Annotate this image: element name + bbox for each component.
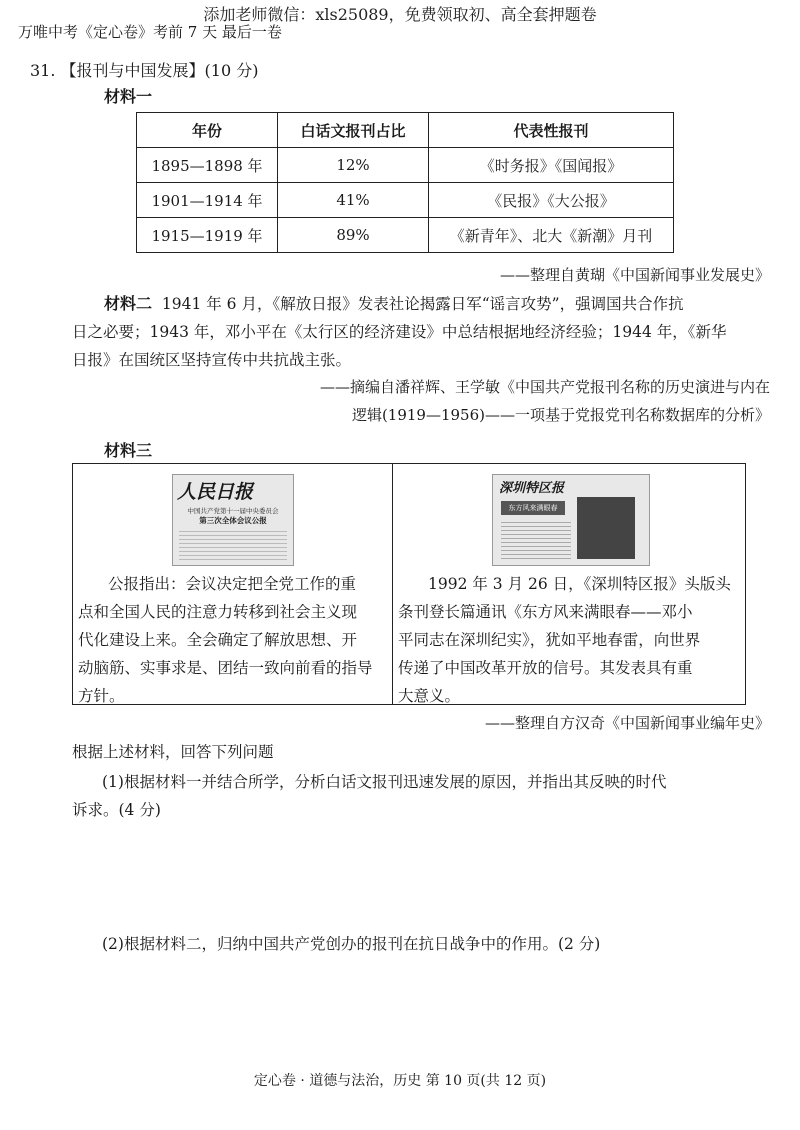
material2-paragraph [72,290,762,374]
page-footer: 定心卷 · 道德与法治，历史 第 10 页(共 12 页) [253,1073,547,1089]
question-1 [72,768,762,824]
question-title [30,58,258,81]
table-header-row [137,113,674,148]
material3-line: 代化建设上来。全会确定了解放思想、开 [78,631,358,649]
material3-source: ——整理自方汉奇《中国新闻事业编年史》 [484,714,770,732]
question-2: (2)根据材料二，归纳中国共产党创办的报刊在抗日战争中的作用。(2 分) [102,935,601,953]
material3-label: 材料三 [104,441,153,460]
material3-line: 1992 年 3 月 26 日，《深圳特区报》头版头 [428,575,731,593]
newspaper-text-lines [501,519,571,559]
material3-line: 方针。 [78,687,125,705]
material3-line: 传递了中国改革开放的信号。其发表具有重 [398,659,693,677]
material3-line: 条刊登长篇通讯《东方风来满眼春——邓小 [398,603,693,621]
material2-source: 逻辑(1919—1956)——一项基于党报党刊名称数据库的分析》 [351,406,770,424]
material3-line: 公报指出：会议决定把全党工作的重 [108,575,357,593]
table-cell: 《民报》《大公报》 [429,183,674,218]
newspaper-headline: 第三次全体会议公报 [199,516,267,525]
table-cell: 1895—1898 年 [137,148,278,183]
question-heading: 【报刊与中国发展】(10 分) [60,61,259,80]
table-cell: 41% [278,183,429,218]
material2-line: 1941 年 6 月，《解放日报》发表社论揭露日军“谣言攻势”，强调国共合作抗 [161,295,684,313]
material3-divider [392,463,393,705]
material1-table [136,112,674,253]
table-row [137,183,674,218]
material3-line: 点和全国人民的注意力转移到社会主义现 [78,603,358,621]
question-number: 31. [30,61,56,80]
table-row [137,218,674,253]
material2-label: 材料二 [104,294,153,313]
table-cell: 1915—1919 年 [137,218,278,253]
table-row [137,148,674,183]
newspaper-masthead: 深圳特区报 [499,481,565,496]
table-header: 白话文报刊占比 [278,113,429,148]
newspaper-photo [577,497,635,559]
question-1-line: (1)根据材料一并结合所学，分析白话文报刊迅速发展的原因，并指出其反映的时代 [102,773,667,791]
newspaper-text-lines [179,530,287,560]
table-cell: 《新青年》、北大《新潮》月刊 [429,218,674,253]
table-cell: 1901—1914 年 [137,183,278,218]
material1-source: ——整理自黄瑚《中国新闻事业发展史》 [499,266,770,284]
material3-line: 动脑筋、实事求是、团结一致向前看的指导 [78,659,373,677]
material3-left-text [78,570,388,710]
exam-header: 万唯中考《定心卷》考前 7 天 最后一卷 [18,23,282,41]
newspaper-headline: 中国共产党第十一届中央委员会 [187,507,279,515]
newspaper-headline: 东方风来满眼春 [501,501,565,515]
material3-line: 平同志在深圳纪实》，犹如平地春雷，向世界 [398,631,701,649]
newspaper-masthead: 人民日报 [177,481,254,503]
shenzhen-tequbao-image [492,474,650,566]
material2-line: 日报》在国统区坚持宣传中共抗战主张。 [72,351,352,369]
answer-prompt: 根据上述材料，回答下列问题 [72,743,274,761]
table-cell: 《时务报》《国闻报》 [429,148,674,183]
table-header: 年份 [137,113,278,148]
table-cell: 89% [278,218,429,253]
material3-line: 大意义。 [398,687,461,705]
watermark-text: 添加老师微信：xls25089，免费领取初、高全套押题卷 [203,5,597,24]
question-1-line: 诉求。(4 分) [72,801,161,819]
material3-right-text [398,570,743,710]
material2-line: 日之必要；1943 年，邓小平在《太行区的经济建设》中总结根据地经济经验；1944 年，《新华 [72,323,727,341]
renmin-ribao-image [172,474,294,566]
table-header: 代表性报刊 [429,113,674,148]
material2-source: ——摘编自潘祥辉、王学敏《中国共产党报刊名称的历史演进与内在 [319,378,770,396]
material1-label: 材料一 [104,87,153,106]
table-cell: 12% [278,148,429,183]
